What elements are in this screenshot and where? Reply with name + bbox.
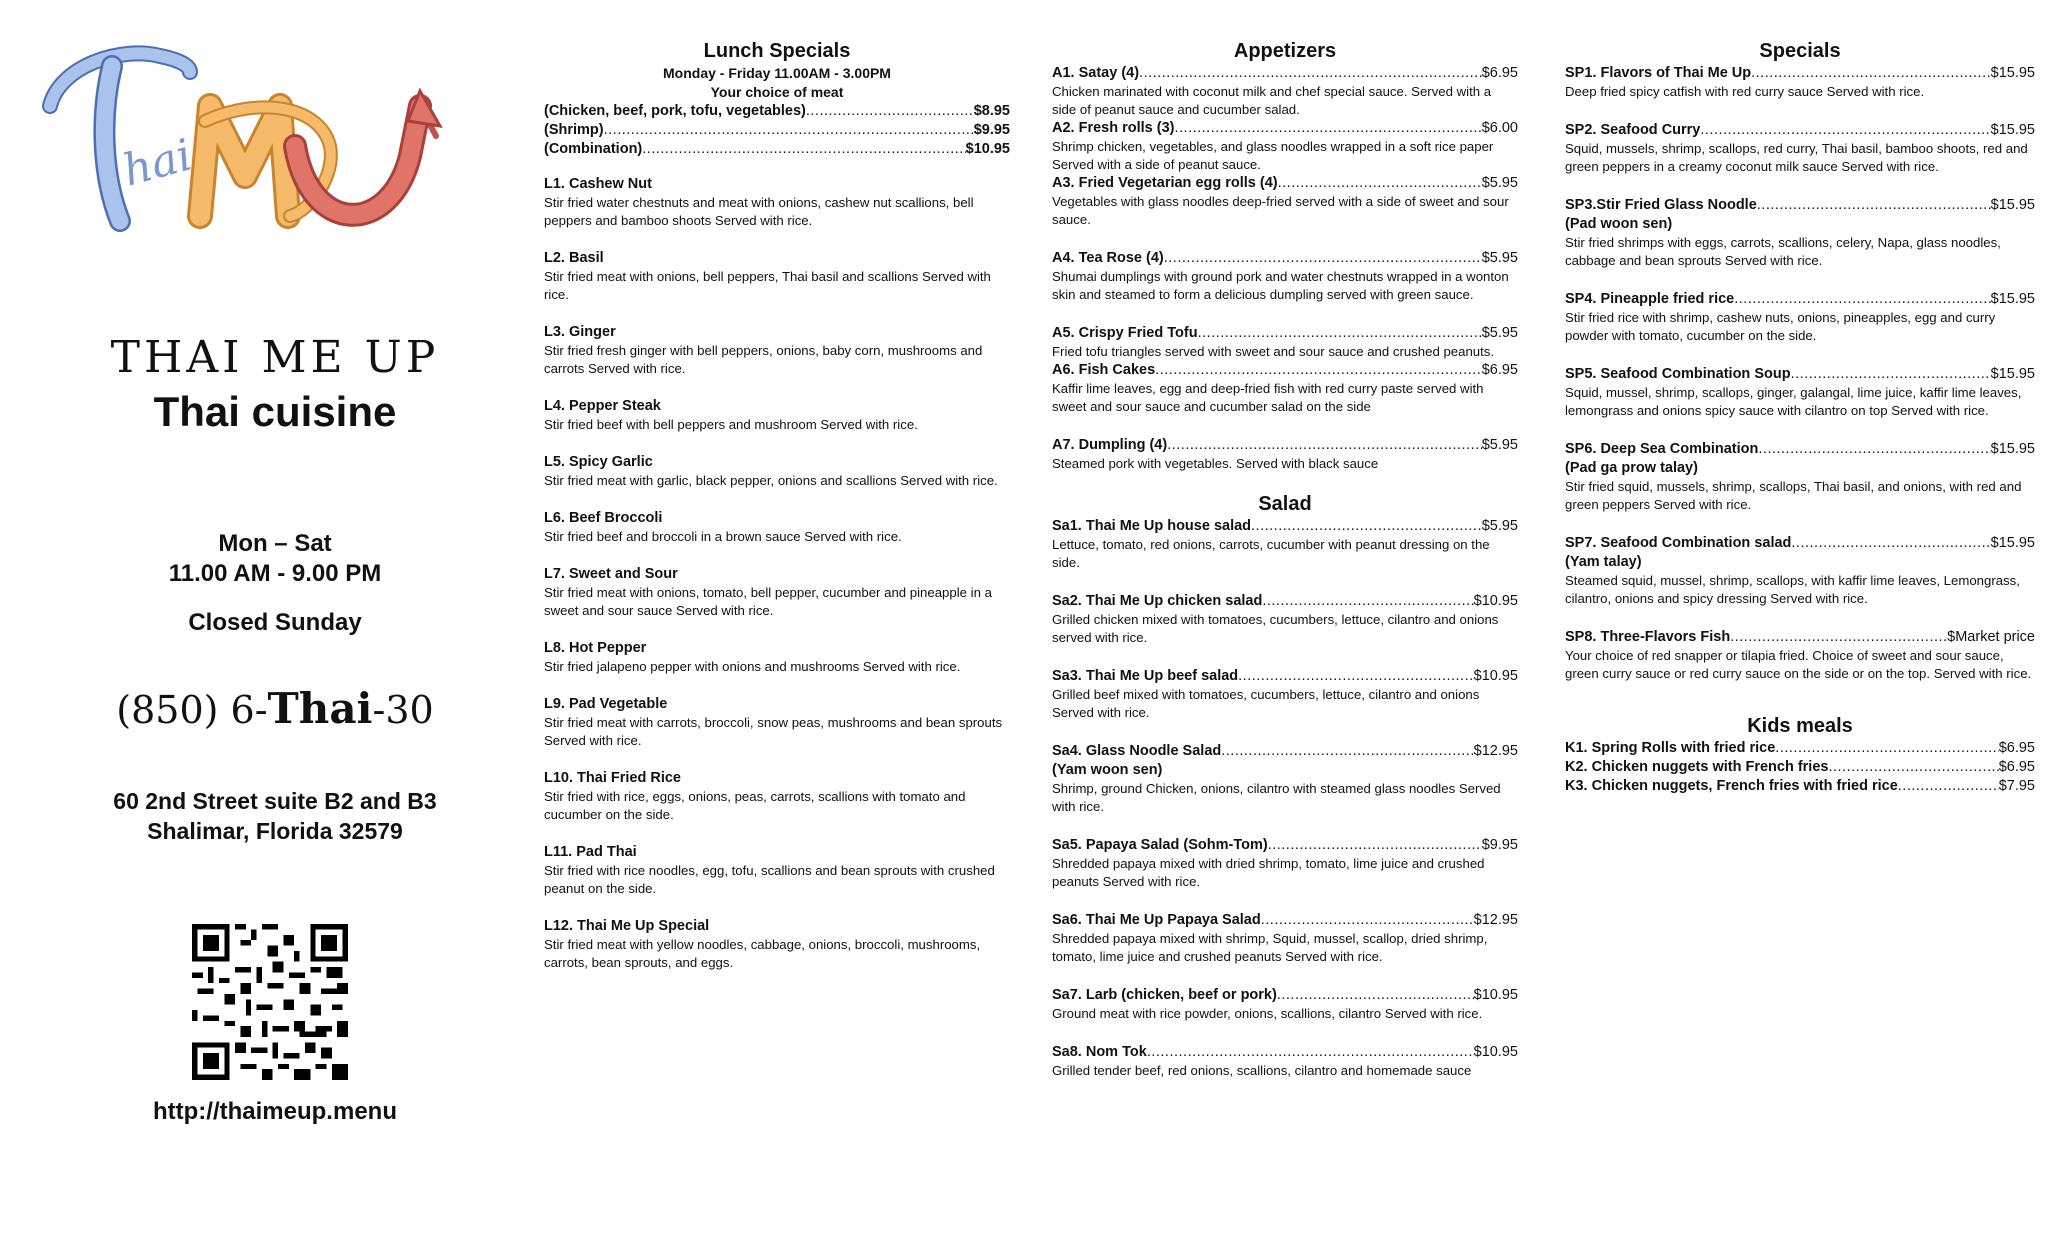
item-name: L12. Thai Me Up Special [544,918,710,934]
item-name: SP2. Seafood Curry [1565,122,1701,138]
lunch-specials-column [544,38,1010,972]
item-price: $15.95 [1990,441,2035,457]
leader-dots [1828,758,1998,777]
specials-column [1565,38,2035,796]
item-description: Shredded papaya mixed with shrimp, Squid, mussel, scallop, dried shrimp, tomato, lime juice and crushed peanuts Served with rice. [1052,931,1488,964]
leader-dots [1277,986,1474,1005]
item-price: $5.95 [1481,325,1518,341]
item-description: Chicken marinated with coconut milk and chef special sauce. Served with a side of peanut sauce and cucumber salad. [1052,84,1492,117]
menu-item [544,639,1010,676]
price-option-label: (Chicken, beef, pork, tofu, vegetables) [544,103,806,119]
menu-item [1052,324,1518,361]
item-description: Stir fried meat with carrots, broccoli, snow peas, mushrooms and bean sprouts Served with rice. [544,715,1003,748]
menu-item [1052,742,1518,816]
item-name: Sa5. Papaya Salad (Sohm-Tom) [1052,837,1268,853]
menu-item [1052,119,1518,174]
price-option-label: (Shrimp) [544,122,604,138]
item-description: Stir fried shrimps with eggs, carrots, scallions, celery, Napa, glass noodles, cabbage and bean sprouts Served with rice. [1565,235,2001,268]
item-name: L8. Hot Pepper [544,640,647,656]
leader-dots [1751,64,1991,83]
menu-item [1052,436,1518,473]
menu-item [1052,592,1518,647]
menu-item [544,175,1010,230]
leader-dots [1147,1043,1474,1062]
leader-dots [1155,361,1482,380]
menu-item [544,249,1010,304]
item-description: Stir fried rice with shrimp, cashew nuts, onions, pineapples, egg and curry powder with tomato, cucumber on the side. [1565,310,1996,343]
item-name: SP8. Three-Flavors Fish [1565,629,1731,645]
item-name: Sa3. Thai Me Up beef salad [1052,668,1239,684]
price-option [544,121,1010,140]
phone-part: (850) 6- [116,688,268,732]
item-price: $15.95 [1990,65,2035,81]
appetizers-title: Appetizers [1233,40,1337,62]
item-price: $15.95 [1990,122,2035,138]
item-price: $10.95 [1473,668,1518,684]
kids-meals-title: Kids meals [1747,715,1853,737]
leader-dots [806,102,974,121]
item-name: L5. Spicy Garlic [544,454,653,470]
item-name: SP5. Seafood Combination Soup [1565,366,1791,382]
item-name: SP7. Seafood Combination salad [1565,535,1792,551]
hours-time: 11.00 AM - 9.00 PM [168,560,382,587]
menu-item [544,769,1010,824]
menu-item [1565,290,2035,345]
menu-item [544,397,1010,434]
item-description: Stir fried with rice noodles, egg, tofu, scallions and bean sprouts with crushed peanut on the side. [544,863,995,896]
item-name: K3. Chicken nuggets, French fries with fried rice [1565,778,1898,794]
item-description: Deep fried spicy catfish with red curry sauce Served with rice. [1565,84,1925,99]
leader-dots [1757,196,1991,215]
item-alt-name: (Yam talay) [1565,554,1642,570]
menu-item [1565,628,2035,683]
item-price: $6.00 [1481,120,1518,136]
item-name: L7. Sweet and Sour [544,566,678,582]
menu-item [1052,174,1518,229]
item-name: Sa7. Larb (chicken, beef or pork) [1052,987,1277,1003]
phone-part: -30 [372,688,434,732]
item-name: A5. Crispy Fried Tofu [1052,325,1198,341]
item-name: L2. Basil [544,250,604,266]
leader-dots [1251,517,1482,536]
item-description: Grilled tender beef, red onions, scallions, cilantro and homemade sauce [1052,1063,1472,1078]
item-description: Kaffir lime leaves, egg and deep-fried fish with red curry paste served with sweet and sour sauce and cucumber salad on the side [1052,381,1484,414]
leader-dots [1167,436,1482,455]
leader-dots [1174,119,1481,138]
item-price: $12.95 [1473,912,1518,928]
item-name: A7. Dumpling (4) [1052,437,1168,453]
item-description: Stir fried with rice, eggs, onions, peas, carrots, scallions with tomato and cucumber on the side. [544,789,966,822]
item-price: $10.95 [1473,987,1518,1003]
item-description: Shumai dumplings with ground pork and water chestnuts wrapped in a wonton skin and steamed to form a delicious dumpling served with green sauce. [1052,269,1509,302]
leader-dots [1734,290,1990,309]
restaurant-name: THAI ME UP [110,332,440,383]
leader-dots [1221,742,1473,761]
item-price: $5.95 [1481,175,1518,191]
item-name: A2. Fresh rolls (3) [1052,120,1175,136]
leader-dots [1164,249,1482,268]
menu-item [1052,361,1518,416]
menu-item [544,565,1010,620]
menu-item [1052,986,1518,1023]
price-option-price: $10.95 [965,141,1010,157]
menu-item [1565,121,2035,176]
leader-dots [1261,911,1474,930]
leader-dots [1198,324,1482,343]
item-description: Vegetables with glass noodles deep-fried served with a side of sweet and sour sauce. [1052,194,1509,227]
leader-dots [642,140,965,159]
item-price: $5.95 [1481,437,1518,453]
menu-item [544,323,1010,378]
item-description: Stir fried meat with garlic, black pepper, onions and scallions Served with rice. [544,473,998,488]
item-name: Sa6. Thai Me Up Papaya Salad [1052,912,1261,928]
menu-item [1565,440,2035,514]
item-name: L1. Cashew Nut [544,176,652,192]
item-description: Stir fried squid, mussels, shrimp, scallops, Thai basil, and onions, with red and green peppers Served with rice. [1565,479,2022,512]
item-name: A4. Tea Rose (4) [1052,250,1164,266]
item-name: SP3.Stir Fried Glass Noodle [1565,197,1757,213]
menu-item [1565,739,2035,758]
price-option-label: (Combination) [544,141,643,157]
menu-item [1565,196,2035,270]
item-description: Stir fried meat with yellow noodles, cabbage, onions, broccoli, mushrooms, carrots, bean sprouts, and eggs. [544,937,981,970]
item-name: L11. Pad Thai [544,844,637,860]
item-alt-name: (Pad ga prow talay) [1565,460,1698,476]
item-description: Shrimp, ground Chicken, onions, cilantro with steamed glass noodles Served with rice. [1052,781,1501,814]
leader-dots [1898,777,1999,796]
leader-dots [1268,836,1482,855]
item-price: $15.95 [1990,197,2035,213]
item-description: Stir fried water chestnuts and meat with onions, cashew nut scallions, bell peppers and bamboo shoots Served with rice. [544,195,974,228]
item-price: $10.95 [1473,593,1518,609]
address-line-1: 60 2nd Street suite B2 and B3 [113,788,437,814]
item-name: K2. Chicken nuggets with French fries [1565,759,1829,775]
item-name: A6. Fish Cakes [1052,362,1156,378]
item-name: SP1. Flavors of Thai Me Up [1565,65,1752,81]
leader-dots [1775,739,1998,758]
menu-item [1052,836,1518,891]
brand-panel [40,36,510,1196]
item-description: Steamed pork with vegetables. Served with black sauce [1052,456,1379,471]
leader-dots [1791,534,1990,553]
leader-dots [1139,64,1482,83]
qr-code-icon[interactable] [192,924,348,1080]
leader-dots [1238,667,1473,686]
item-description: Your choice of red snapper or tilapia fried. Choice of sweet and sour sauce, green curry sauce or red curry sauce on the side or on the top. Served with rice. [1565,648,2032,681]
item-name: Sa4. Glass Noodle Salad [1052,743,1222,759]
hours-days: Mon – Sat [218,530,332,557]
item-description: Steamed squid, mussel, shrimp, scallops, with kaffir lime leaves, Lemongrass, cilantro, onions and spicy dressing Served with rice. [1565,573,2020,606]
menu-item [1052,517,1518,572]
item-description: Grilled chicken mixed with tomatoes, cucumbers, lettuce, cilantro and onions served with rice. [1052,612,1499,645]
item-description: Lettuce, tomato, red onions, carrots, cucumber with peanut dressing on the side. [1052,537,1490,570]
menu-item [544,453,1010,490]
price-option-price: $8.95 [973,103,1010,119]
item-price: $15.95 [1990,535,2035,551]
menu-item [544,843,1010,898]
item-name: A3. Fried Vegetarian egg rolls (4) [1052,175,1278,191]
menu-item [1565,64,2035,101]
lunch-specials-title: Lunch Specials [703,40,851,62]
item-price: $6.95 [1481,65,1518,81]
restaurant-subtitle: Thai cuisine [153,388,397,435]
menu-item [544,695,1010,750]
item-alt-name: (Yam woon sen) [1052,762,1163,778]
item-name: Sa1. Thai Me Up house salad [1052,518,1252,534]
item-name: K1. Spring Rolls with fried rice [1565,740,1776,756]
leader-dots [1700,121,1990,140]
item-description: Squid, mussels, shrimp, scallops, red curry, Thai basil, bamboo shoots, red and green peppers in a creamy coconut milk sauce Served with rice. [1565,141,2028,174]
item-description: Ground meat with rice powder, onions, scallions, cilantro Served with rice. [1052,1006,1483,1021]
item-price: $9.95 [1481,837,1518,853]
menu-item [1052,1043,1518,1080]
item-description: Shredded papaya mixed with dried shrimp, tomato, lime juice and crushed peanuts Served with rice. [1052,856,1485,889]
item-name: L9. Pad Vegetable [544,696,668,712]
leader-dots [1758,440,1990,459]
item-name: Sa8. Nom Tok [1052,1044,1147,1060]
price-option-price: $9.95 [973,122,1010,138]
menu-item [1052,64,1518,119]
address-line-2: Shalimar, Florida 32579 [147,818,403,844]
item-price: $12.95 [1473,743,1518,759]
leader-dots [604,121,974,140]
item-price: $10.95 [1473,1044,1518,1060]
leader-dots [1730,628,1947,647]
item-description: Grilled beef mixed with tomatoes, cucumbers, lettuce, cilantro and onions Served with rice. [1052,687,1480,720]
item-description: Stir fried meat with onions, bell peppers, Thai basil and scallions Served with rice. [544,269,991,302]
item-description: Stir fried beef and broccoli in a brown sauce Served with rice. [544,529,902,544]
price-option [544,140,1010,159]
item-name: L6. Beef Broccoli [544,510,663,526]
menu-item [1052,667,1518,722]
phone-number[interactable] [40,684,510,733]
item-name: A1. Satay (4) [1052,65,1140,81]
item-price: $15.95 [1990,291,2035,307]
menu-item [544,509,1010,546]
item-description: Stir fried jalapeno pepper with onions and mushrooms Served with rice. [544,659,961,674]
item-price: $5.95 [1481,518,1518,534]
item-price: $7.95 [1998,778,2035,794]
item-price: $6.95 [1998,759,2035,775]
leader-dots [1262,592,1473,611]
item-price: $15.95 [1990,366,2035,382]
thai-me-up-logo [40,36,480,236]
item-description: Stir fried meat with onions, tomato, bell pepper, cucumber and pineapple in a sweet and sour sauce Served with rice. [544,585,992,618]
item-name: SP4. Pineapple fried rice [1565,291,1735,307]
salad-title: Salad [1258,493,1312,515]
item-description: Squid, mussel, shrimp, scallops, ginger, galangal, lime juice, kaffir lime leaves, lemongrass and onions spicy sauce with cilantro on top Served with rice. [1565,385,2022,418]
phone-part: Thai [267,684,373,733]
leader-dots [1791,365,1991,384]
item-name: SP6. Deep Sea Combination [1565,441,1759,457]
lunch-schedule: Monday - Friday 11.00AM - 3.00PM [663,65,891,81]
svg-text:hai: hai [117,129,198,197]
item-price: $5.95 [1481,250,1518,266]
price-option [544,102,1010,121]
menu-item [1565,777,2035,796]
leader-dots [1278,174,1482,193]
menu-item [1565,365,2035,420]
item-description: Fried tofu triangles served with sweet and sour sauce and crushed peanuts. [1052,344,1495,359]
item-name: Sa2. Thai Me Up chicken salad [1052,593,1263,609]
menu-item [1052,249,1518,304]
website-link[interactable]: http://thaimeup.menu [153,1098,397,1125]
item-price: $Market price [1947,629,2035,645]
menu-item [1052,911,1518,966]
item-price: $6.95 [1481,362,1518,378]
menu-item [1565,534,2035,608]
item-price: $6.95 [1998,740,2035,756]
menu-item [1565,758,2035,777]
specials-title: Specials [1759,40,1841,62]
appetizers-salad-column [1052,38,1518,1080]
item-description: Stir fried fresh ginger with bell peppers, onions, baby corn, mushrooms and carrots Served with rice. [544,343,983,376]
item-description: Shrimp chicken, vegetables, and glass noodles wrapped in a soft rice paper Served with a side of peanut sauce. [1052,139,1494,172]
item-alt-name: (Pad woon sen) [1565,216,1673,232]
item-name: L4. Pepper Steak [544,398,661,414]
menu-item [544,917,1010,972]
meat-choice-label: Your choice of meat [710,84,844,100]
item-name: L3. Ginger [544,324,616,340]
item-name: L10. Thai Fried Rice [544,770,681,786]
item-description: Stir fried beef with bell peppers and mushroom Served with rice. [544,417,918,432]
closed-day: Closed Sunday [188,609,362,636]
